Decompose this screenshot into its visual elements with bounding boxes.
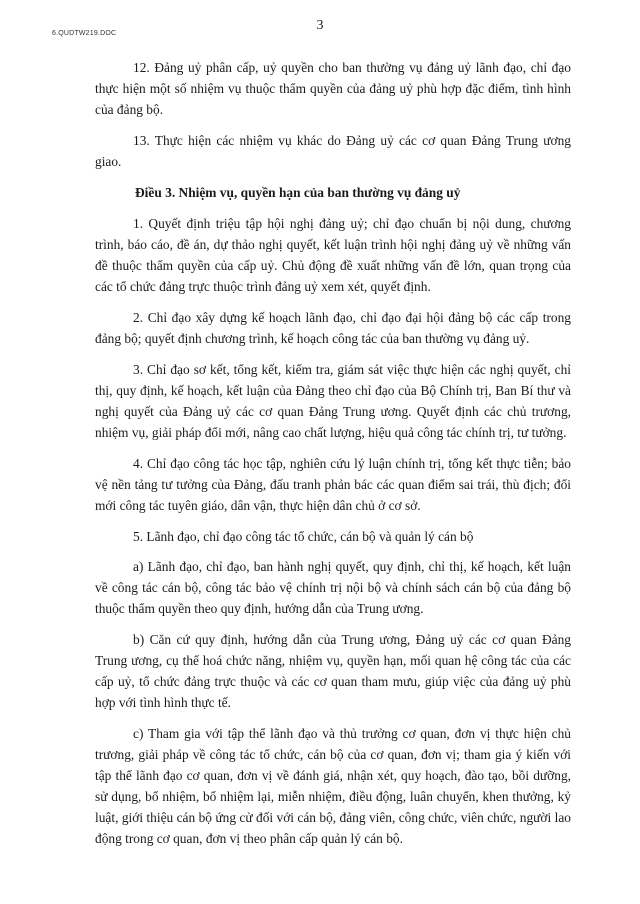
paragraph-item-4: 4. Chỉ đạo công tác học tập, nghiên cứu lý luận chính trị, tổng kết thực tiễn; bảo vệ nền tảng tư tưởng của Đảng, đấu tranh phản bác các quan điểm sai trái, thù địch; đổi mới công tác tuyên giáo, dân vận, thực hiện dân chủ ở cơ sở. [95, 456, 571, 513]
document-body [95, 57, 571, 859]
document-filename: 6.QUDTW219.DOC [52, 30, 117, 37]
page-number: 3 [316, 18, 324, 33]
paragraph-subitem-a: a) Lãnh đạo, chỉ đạo, ban hành nghị quyết, quy định, chỉ thị, kế hoạch, kết luận về công tác cán bộ, công tác bảo vệ chính trị nội bộ và chính sách cán bộ của đảng bộ thuộc thẩm quyền theo quy định, hướng dẫn của Trung ương. [95, 559, 571, 616]
paragraph-item-1: 1. Quyết định triệu tập hội nghị đảng uỷ; chỉ đạo chuẩn bị nội dung, chương trình, báo cáo, đề án, dự thảo nghị quyết, kết luận trình hội nghị đảng uỷ về những vấn đề thuộc thẩm quyền của cấp uỷ. Chủ động đề xuất những vấn đề lớn, quan trọng của các tổ chức đảng trực thuộc trình đảng uỷ xem xét, quyết định. [95, 216, 571, 294]
paragraph-item-13: 13. Thực hiện các nhiệm vụ khác do Đảng uỷ các cơ quan Đảng Trung ương giao. [95, 133, 571, 169]
article-3-heading: Điều 3. Nhiệm vụ, quyền hạn của ban thường vụ đảng uỷ [135, 185, 461, 200]
paragraph-item-5: 5. Lãnh đạo, chỉ đạo công tác tổ chức, cán bộ và quản lý cán bộ [133, 529, 474, 544]
paragraph-subitem-b: b) Căn cứ quy định, hướng dẫn của Trung ương, Đảng uỷ các cơ quan Đảng Trung ương, cụ thể hoá chức năng, nhiệm vụ, quyền hạn, mối quan hệ công tác của các cấp uỷ, tổ chức đảng trực thuộc và các cơ quan tham mưu, giúp việc của đảng uỷ phù hợp với tình hình thực tế. [95, 632, 571, 710]
paragraph-item-12: 12. Đảng uỷ phân cấp, uỷ quyền cho ban thường vụ đảng uỷ lãnh đạo, chỉ đạo thực hiện một số nhiệm vụ thuộc thẩm quyền của đảng uỷ phù hợp đặc điểm, tình hình của đảng bộ. [95, 60, 571, 117]
paragraph-item-3: 3. Chỉ đạo sơ kết, tổng kết, kiểm tra, giám sát việc thực hiện các nghị quyết, chỉ thị, quy định, kế hoạch, kết luận của Đảng theo chỉ đạo của Bộ Chính trị, Ban Bí thư và nghị quyết của Đảng uỷ các cơ quan Đảng Trung ương. Quyết định các chủ trương, nhiệm vụ, giải pháp đổi mới, nâng cao chất lượng, hiệu quả công tác chính trị, tư tưởng. [95, 362, 571, 440]
paragraph-subitem-c: c) Tham gia với tập thể lãnh đạo và thủ trưởng cơ quan, đơn vị thực hiện chủ trương, giải pháp về công tác tổ chức, cán bộ của cơ quan, đơn vị; tham gia ý kiến với tập thể lãnh đạo cơ quan, đơn vị về đánh giá, nhận xét, quy hoạch, đào tạo, bồi dưỡng, sử dụng, bổ nhiệm, bổ nhiệm lại, miễn nhiệm, điều động, luân chuyển, khen thưởng, kỷ luật, giới thiệu cán bộ ứng cử đối với cán bộ, đảng viên, công chức, viên chức, người lao động trong cơ quan, đơn vị theo phân cấp quản lý cán bộ. [95, 726, 571, 846]
paragraph-item-2: 2. Chỉ đạo xây dựng kế hoạch lãnh đạo, chỉ đạo đại hội đảng bộ các cấp trong đảng bộ; quyết định chương trình, kế hoạch công tác của ban thường vụ đảng uỷ. [95, 310, 571, 346]
